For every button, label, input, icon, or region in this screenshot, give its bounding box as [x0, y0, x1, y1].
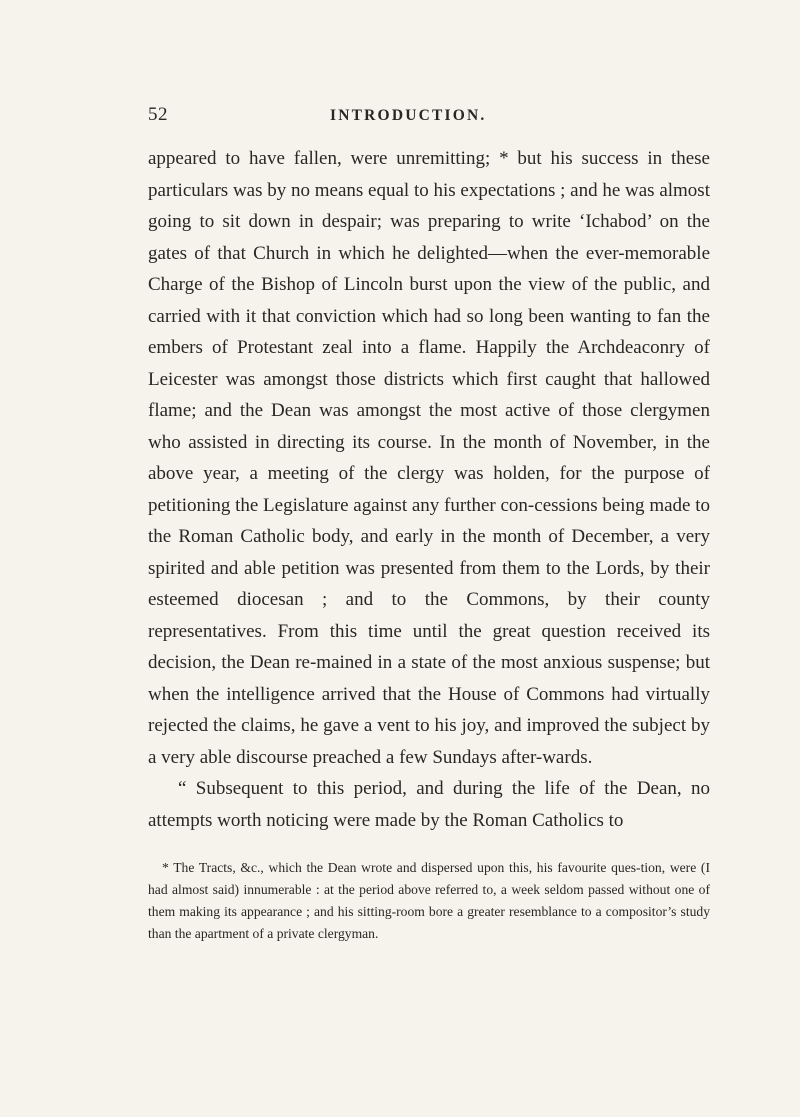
paragraph-continued: appeared to have fallen, were unremitting; * but his success in these particulars was by no means equal to his expectations ; and he was almost going to sit down in despair; was preparing to write ‘Ichabod’ on the gates of that Church in which he delighted—when the ever-memorable Charge of the Bishop of Lincoln burst upon the view of the public, and carried with it that conviction which had so long been wanting to fan the embers of Protestant zeal into a flame. Happily the Archdeaconry of Leicester was amongst those districts which first caught that hallowed flame; and the Dean was amongst the most active of those clergymen who assisted in directing its course. In the month of November, in the above year, a meeting of the clergy was holden, for the purpose of petitioning the Legislature against any further con-cessions being made to the Roman Catholic body, and early in the month of December, a very spirited and able petition was presented from them to the Lords, by their esteemed diocesan ; and to the Commons, by their county representatives. From this time until the great question received its decision, the Dean re-mained in a state of the most anxious suspense; but when the intelligence arrived that the House of Commons had virtually rejected the claims, he gave a vent to his joy, and improved the subject by a very able discourse preached a few Sundays after-wards. [148, 148, 710, 768]
running-head: INTRODUCTION. [330, 107, 487, 124]
main-text [148, 143, 710, 836]
footnote-text: * The Tracts, &c., which the Dean wrote and dispersed upon this, his favourite ques-tion, were (I had almost said) innumerable : at the period above referred to, a week seldom passed without one of them making its appearance ; and his sitting-room bore a greater resemblance to a compositor’s study than the apartment of a private clergyman. [148, 860, 710, 941]
footnote [148, 857, 710, 945]
page-number: 52 [148, 104, 168, 125]
paragraph-quote: “ Subsequent to this period, and during the life of the Dean, no attempts worth noticing were made by the Roman Catholics to [148, 778, 710, 831]
